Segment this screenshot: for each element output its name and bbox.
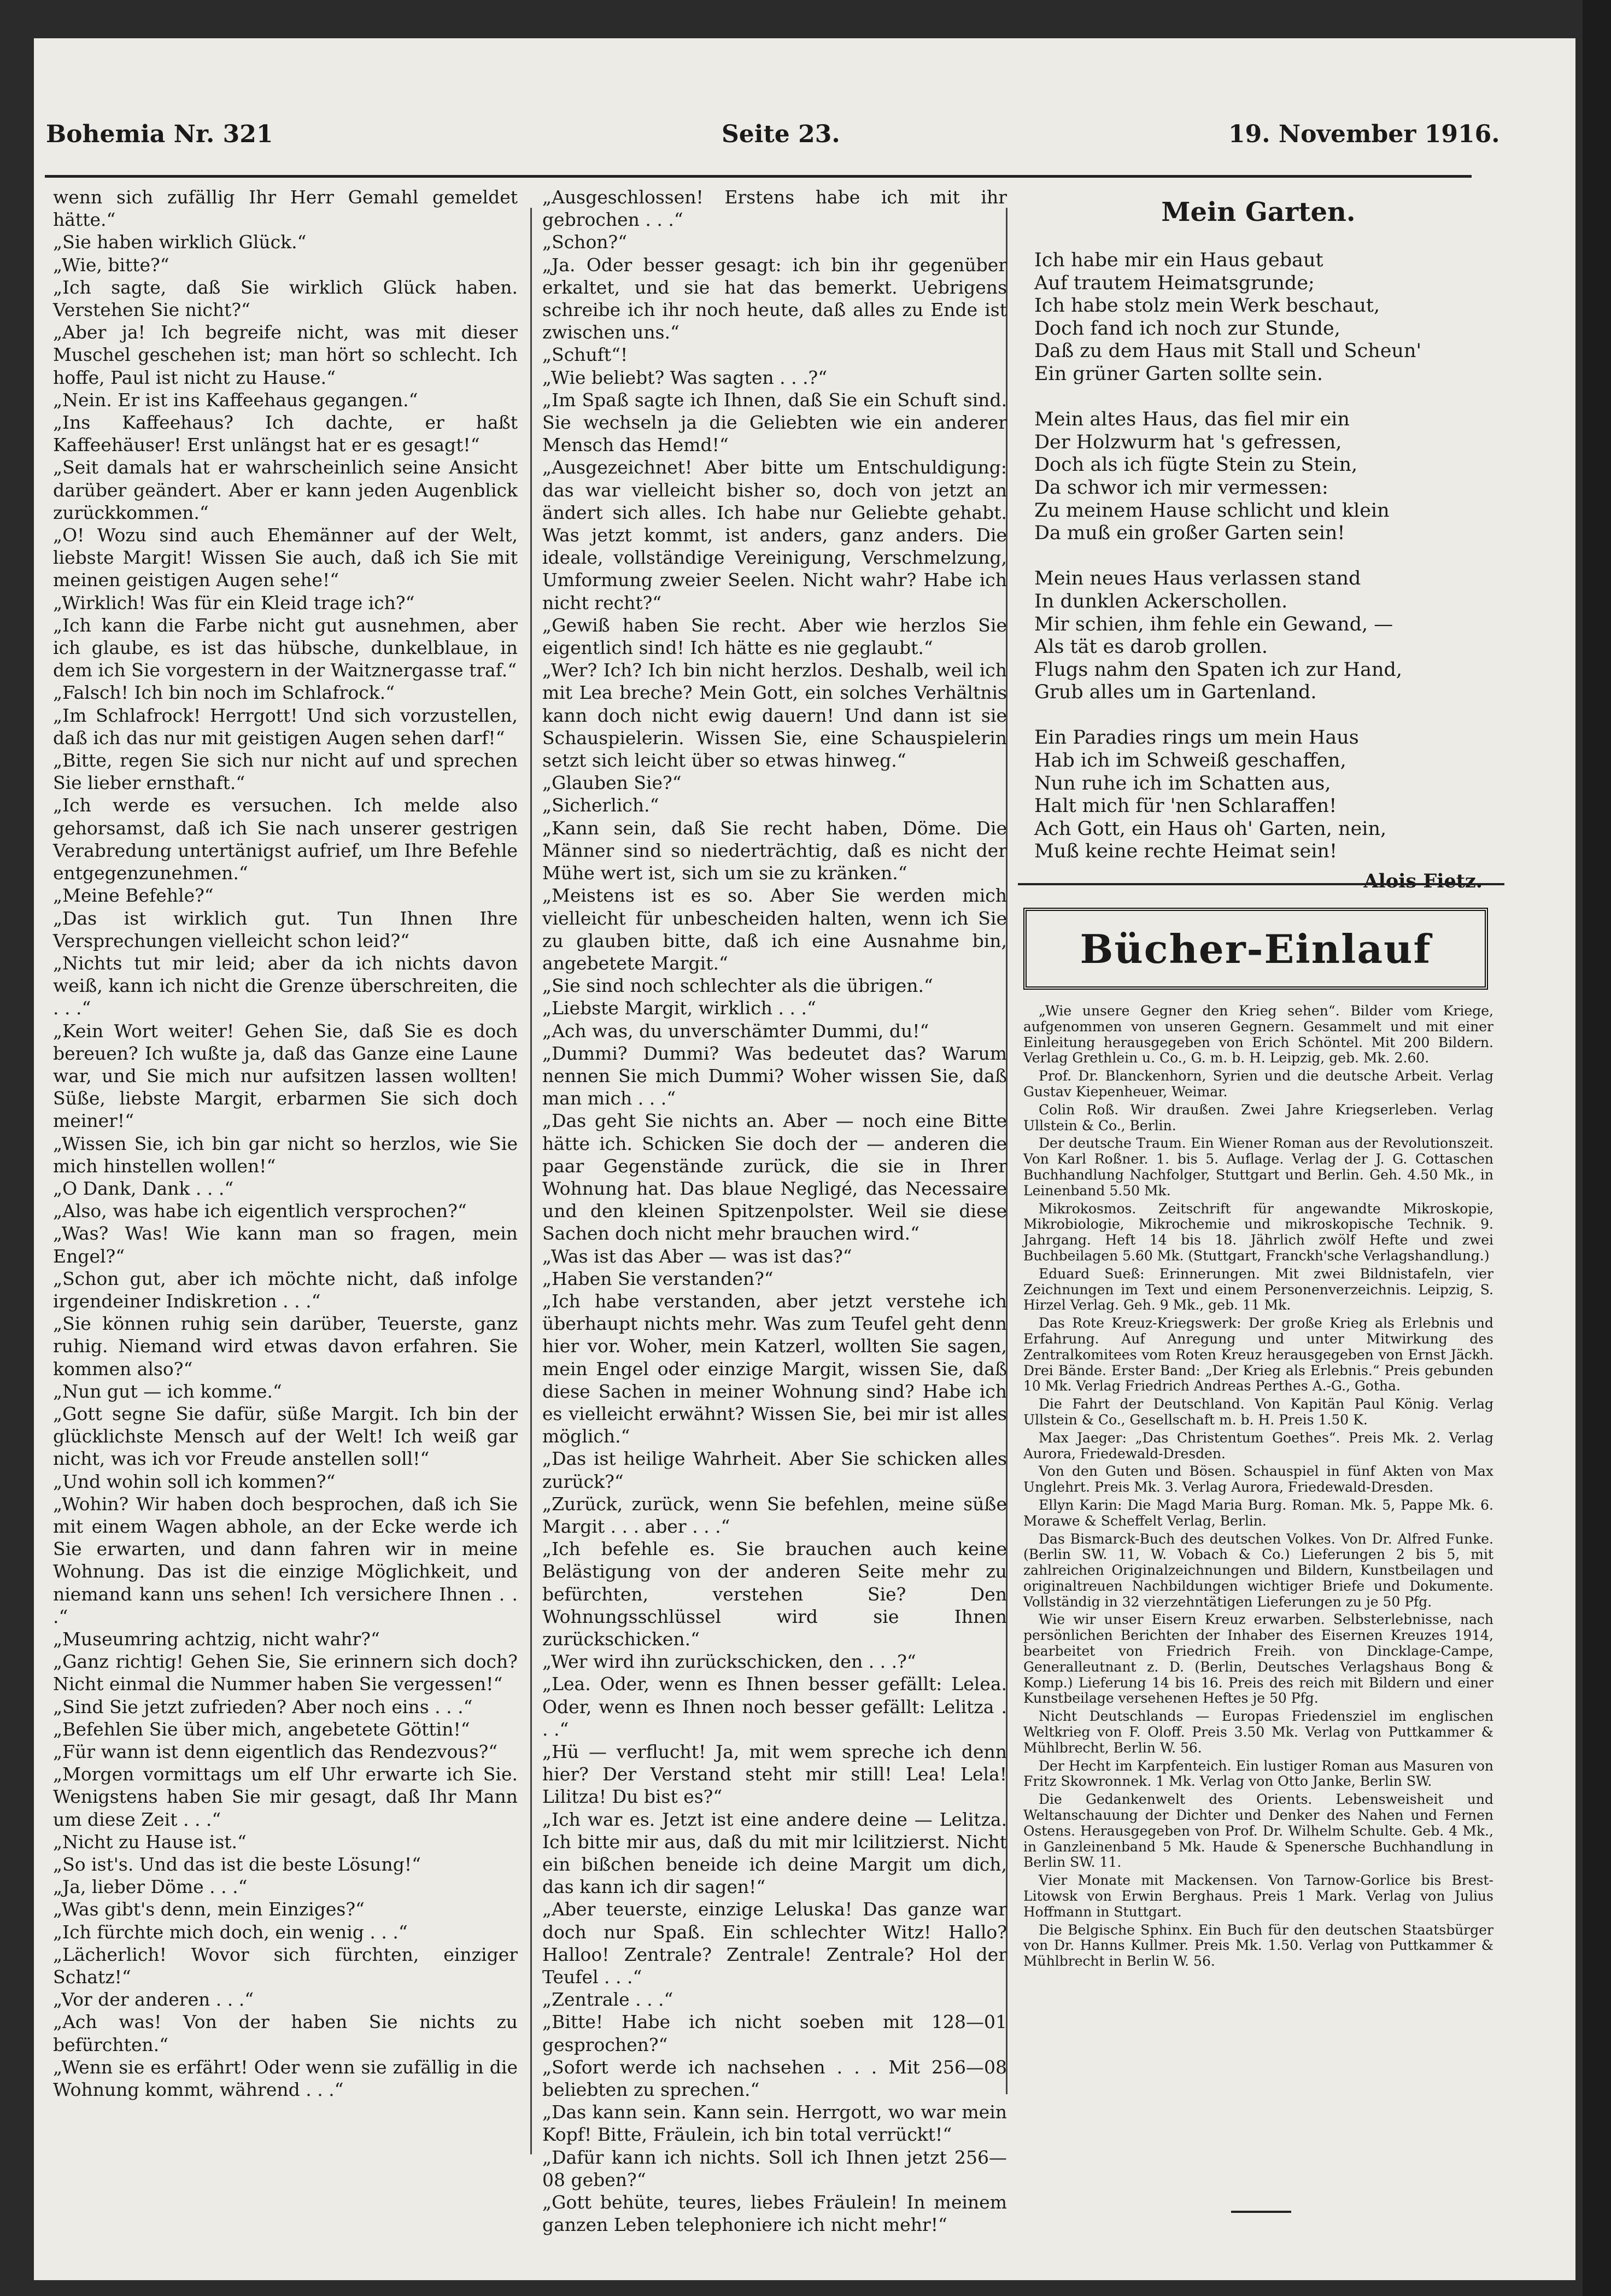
book-entry: Das Rote Kreuz-Kriegswerk: Der große Krieg als Erlebnis und Erfahrung. Auf Anregung und unter Mitwirkung des Zentralkomitees vom Roten Kreuz herausgegeben von Ernst Jäckh. Drei Bände. Erster Band: „Der Krieg als Erlebnis.“ Preis gebunden 10 Mk. Verlag Friedrich Andreas Perthes A.-G., Gotha. bbox=[1023, 1315, 1493, 1394]
book-entry: Eduard Sueß: Erinnerungen. Mit zwei Bildnistafeln, vier Zeichnungen im Text und einem Personenverzeichnis. Leipzig, S. Hirzel Verlag. Geh. 9 Mk., geb. 11 Mk. bbox=[1023, 1265, 1493, 1313]
story-paragraph: „Zentrale . . .“ bbox=[542, 1989, 673, 2011]
story-paragraph: „Falsch! Ich bin noch im Schlafrock.“ bbox=[53, 682, 395, 704]
poem-line: Ein Paradies rings um mein Haus bbox=[1034, 727, 1359, 749]
story-paragraph: „Meine Befehle?“ bbox=[53, 885, 214, 907]
story-paragraph: „Ich habe verstanden, aber jetzt verstehe ich überhaupt nichts mehr. Was zum Teufel geht denn hier vor. Woher, mein Katzerl, wollten Sie sagen, mein Engel oder einzige Margit, wissen Sie, daß diese Sachen in meiner Wohnung sind? Habe ich es vielleicht erwähnt? Wissen Sie, bei mir ist alles möglich.“ bbox=[542, 1290, 1007, 1447]
story-paragraph: „Glauben Sie?“ bbox=[542, 772, 682, 794]
story-paragraph: „Nun gut — ich komme.“ bbox=[53, 1380, 282, 1402]
story-paragraph: „Ins Kaffeehaus? Ich dachte, er haßt Kaffeehäuser! Erst unlängst hat er es gesagt!“ bbox=[53, 412, 518, 456]
poem-line: Zu meinem Hause schlicht und klein bbox=[1034, 499, 1390, 522]
story-paragraph: „Kann sein, daß Sie recht haben, Döme. Die Männer sind so niederträchtig, daß es nicht der Mühe wert ist, sich um sie zu kränken.“ bbox=[542, 817, 1007, 884]
story-paragraph: „Seit damals hat er wahrscheinlich seine Ansicht darüber geändert. Aber er kann jeden Augenblick zurückkommen.“ bbox=[53, 457, 518, 523]
poem-author: Alois Fietz. bbox=[1363, 869, 1483, 892]
story-paragraph: „Liebste Margit, wirklich . . .“ bbox=[542, 997, 816, 1019]
book-entry: Von den Guten und Bösen. Schauspiel in fünf Akten von Max Unglehrt. Preis Mk. 3. Verlag Aurora, Friedewald-Dresden. bbox=[1023, 1463, 1493, 1495]
poem-stanza bbox=[1034, 568, 1483, 704]
story-paragraph: „Und wohin soll ich kommen?“ bbox=[53, 1470, 336, 1492]
header-issue: Bohemia Nr. 321 bbox=[46, 120, 273, 148]
book-entry: „Wie unsere Gegner den Krieg sehen“. Bilder vom Kriege, aufgenommen von unseren Gegnern. Gesammelt und mit einer Einleitung herausgegeben von Erich Schöntel. Mit 200 Bildern. Verlag Grethlein u. Co., G. m. b. H. Leipzig, geb. Mk. 2.60. bbox=[1023, 1003, 1493, 1066]
poem-line: Flugs nahm den Spaten ich zur Hand, bbox=[1034, 658, 1403, 681]
poem-line: Mein altes Haus, das fiel mir ein bbox=[1034, 408, 1350, 431]
story-paragraph: „Zurück, zurück, wenn Sie befehlen, meine süße Margit . . . aber . . .“ bbox=[542, 1493, 1007, 1537]
poem-line: Ein grüner Garten sollte sein. bbox=[1034, 363, 1323, 385]
poem-line: Als tät es darob grollen. bbox=[1034, 636, 1268, 658]
story-paragraph: „Ja. Oder besser gesagt: ich bin ihr gegenüber erkaltet, und sie hat das bemerkt. Uebrigens schreibe ich ihr noch heute, daß alles zu Ende ist zwischen uns.“ bbox=[542, 254, 1007, 343]
book-entry: Ellyn Karin: Die Magd Maria Burg. Roman. Mk. 5, Pappe Mk. 6. Morawe & Scheffelt Verlag, Berlin. bbox=[1023, 1497, 1493, 1529]
story-paragraph: „Haben Sie verstanden?“ bbox=[542, 1267, 774, 1289]
story-paragraph: „Für wann ist denn eigentlich das Rendezvous?“ bbox=[53, 1741, 498, 1763]
story-column-1 bbox=[53, 186, 518, 2138]
poem-line: Auf trautem Heimatsgrunde; bbox=[1034, 272, 1315, 294]
book-entry: Vier Monate mit Mackensen. Von Tarnow-Gorlice bis Brest-Litowsk von Erwin Berghaus. Preis 1 Mark. Verlag von Julius Hoffmann in Stuttgart. bbox=[1023, 1872, 1493, 1920]
story-paragraph: „Morgen vormittags um elf Uhr erwarte ich Sie. Wenigstens haben Sie mir gesagt, daß Ihr Mann um diese Zeit . . .“ bbox=[53, 1763, 518, 1830]
story-paragraph: „Wohin? Wir haben doch besprochen, daß ich Sie mit einem Wagen abhole, an der Ecke werde ich Sie erwarten, und dann fahren wir in meine Wohnung. Das ist die einzige Möglichkeit, und niemand kann uns sehen! Ich versichere Ihnen . . .“ bbox=[53, 1493, 518, 1627]
story-paragraph: „Gott behüte, teures, liebes Fräulein! In meinem ganzen Leben telephoniere ich nicht mehr!“ bbox=[542, 2192, 1007, 2236]
poem-line: Doch als ich fügte Stein zu Stein, bbox=[1034, 454, 1358, 476]
story-paragraph: „Also, was habe ich eigentlich versprochen?“ bbox=[53, 1200, 467, 1222]
books-heading: Bücher-Einlauf bbox=[1080, 925, 1432, 972]
story-paragraph: „Im Schlafrock! Herrgott! Und sich vorzustellen, daß ich das nur mit geistigen Augen sehen darf!“ bbox=[53, 704, 518, 749]
book-entry: Colin Roß. Wir draußen. Zwei Jahre Kriegserleben. Verlag Ullstein & Co., Berlin. bbox=[1023, 1101, 1493, 1134]
story-paragraph: „Ach was, du unverschämter Dummi, du!“ bbox=[542, 1020, 929, 1042]
header-date: 19. November 1916. bbox=[1228, 120, 1500, 148]
story-paragraph: „Ausgezeichnet! Aber bitte um Entschuldigung: das war vielleicht bisher so, doch von jetzt an ändert sich alles. Ich habe nur Geliebte gehabt. Was jetzt kommt, ist anders, ganz anders. Die ideale, vollständige Vereinigung, Verschmelzung, Umformung zweier Seelen. Nicht wahr? Habe ich nicht recht?“ bbox=[542, 457, 1007, 614]
story-column-2 bbox=[542, 186, 1007, 2236]
story-paragraph: „Lea. Oder, wenn es Ihnen besser gefällt: Lelea. Oder, wenn es Ihnen noch besser gefällt: Lelitza . . .“ bbox=[542, 1673, 1007, 1740]
story-paragraph: „Das kann sein. Kann sein. Herrgott, wo war mein Kopf! Bitte, Fräulein, ich bin total verrückt!“ bbox=[542, 2101, 1007, 2146]
story-paragraph: „Lächerlich! Wovor sich fürchten, einziger Schatz!“ bbox=[53, 1943, 518, 1988]
story-paragraph: „Was gibt's denn, mein Einziges?“ bbox=[53, 1898, 365, 1920]
story-paragraph: „Was ist das Aber — was ist das?“ bbox=[542, 1245, 852, 1267]
poem bbox=[1034, 197, 1483, 892]
scan-edge-shadow bbox=[1583, 0, 1611, 2296]
story-paragraph: „Ich sagte, daß Sie wirklich Glück haben. Verstehen Sie nicht?“ bbox=[53, 276, 518, 321]
story-paragraph: „Schon gut, aber ich möchte nicht, daß infolge irgendeiner Indiskretion . . .“ bbox=[53, 1267, 518, 1312]
story-paragraph: „Ich fürchte mich doch, ein wenig . . .“ bbox=[53, 1921, 408, 1943]
poem-line: Da schwor ich mir vermessen: bbox=[1034, 476, 1328, 499]
poem-line: In dunklen Ackerschollen. bbox=[1034, 590, 1288, 612]
story-paragraph: „Bitte, regen Sie sich nur nicht auf und sprechen Sie lieber ernsthaft.“ bbox=[53, 750, 518, 794]
story-paragraph: „Ja, lieber Döme . . .“ bbox=[53, 1876, 248, 1898]
column-rule bbox=[530, 208, 532, 2154]
story-paragraph: „Befehlen Sie über mich, angebetete Göttin!“ bbox=[53, 1718, 470, 1740]
story-paragraph: „Ich werde es versuchen. Ich melde also gehorsamst, daß ich Sie nach unserer gestrigen Verabredung untertänigst aufrief, um Ihre Befehle entgegenzunehmen.“ bbox=[53, 794, 518, 884]
story-paragraph: „Das ist wirklich gut. Tun Ihnen Ihre Versprechungen vielleicht schon leid?“ bbox=[53, 907, 518, 951]
story-paragraph: „Museumring achtzig, nicht wahr?“ bbox=[53, 1628, 380, 1650]
book-entry: Prof. Dr. Blanckenhorn, Syrien und die deutsche Arbeit. Verlag Gustav Kiepenheuer, Weimar. bbox=[1023, 1068, 1493, 1100]
book-entry: Nicht Deutschlands — Europas Friedensziel im englischen Weltkrieg von F. Oloff. Preis 3.50 Mk. Verlag von Puttkammer & Mühlbrecht, Berlin W. 56. bbox=[1023, 1708, 1493, 1756]
story-paragraph: „Wer? Ich? Ich bin nicht herzlos. Deshalb, weil ich mit Lea breche? Mein Gott, ein solches Verhältnis kann doch nicht ewig dauern! Und dann ist sie Schauspielerin. Wissen Sie, eine Schauspielerin setzt sich leicht über so etwas hinweg.“ bbox=[542, 659, 1007, 772]
story-paragraph: „Sofort werde ich nachsehen . . . Mit 256—08 beliebten zu sprechen.“ bbox=[542, 2056, 1007, 2101]
book-entry: Die Fahrt der Deutschland. Von Kapitän Paul König. Verlag Ullstein & Co., Gesellschaft m. b. H. Preis 1.50 K. bbox=[1023, 1396, 1493, 1428]
book-entry: Mikrokosmos. Zeitschrift für angewandte Mikroskopie, Mikrobiologie, Mikrochemie und mikroskopische Technik. 9. Jahrgang. Heft 14 bis 18. Jährlich zwölf Hefte und zwei Buchbeilagen 5.60 Mk. (Stuttgart, Franckh'sche Verlagshandlung.) bbox=[1023, 1200, 1493, 1264]
story-paragraph: „Ausgeschlossen! Erstens habe ich mit ihr gebrochen . . .“ bbox=[542, 186, 1007, 231]
header-rule bbox=[45, 175, 1472, 178]
poem-line: Nun ruhe ich im Schatten aus, bbox=[1034, 772, 1331, 794]
poem-line: Doch fand ich noch zur Stunde, bbox=[1034, 317, 1340, 340]
story-paragraph: „Vor der anderen . . .“ bbox=[53, 1989, 254, 2011]
header-page-number: Seite 23. bbox=[722, 120, 840, 148]
story-paragraph: „Gewiß haben Sie recht. Aber wie herzlos Sie eigentlich sind! Ich hätte es nie geglaubt.“ bbox=[542, 614, 1007, 659]
story-paragraph: „Wissen Sie, ich bin gar nicht so herzlos, wie Sie mich hinstellen wollen!“ bbox=[53, 1132, 518, 1177]
story-paragraph: „Sie haben wirklich Glück.“ bbox=[53, 231, 307, 253]
story-paragraph: „Gott segne Sie dafür, süße Margit. Ich bin der glücklichste Mensch auf der Welt! Ich weiß gar nicht, was ich vor Freude anstellen soll!“ bbox=[53, 1403, 518, 1470]
story-paragraph: „Wirklich! Was für ein Kleid trage ich?“ bbox=[53, 592, 415, 614]
story-paragraph: „Das geht Sie nichts an. Aber — noch eine Bitte hätte ich. Schicken Sie doch der — anderen die paar Gegenstände zurück, die sie in Ihrer Wohnung hat. Das blaue Negligé, das Necessaire und den kleinen Spitzenpolster. Weil sie diese Sachen doch nicht mehr brauchen wird.“ bbox=[542, 1110, 1007, 1245]
story-paragraph: „Kein Wort weiter! Gehen Sie, daß Sie es doch bereuen? Ich wußte ja, daß das Ganze eine Laune war, und Sie mich nur aufsitzen lassen wollten! Süße, liebste Margit, erbarmen Sie sich doch meiner!“ bbox=[53, 1020, 518, 1132]
story-paragraph: „Sie können ruhig sein darüber, Teuerste, ganz ruhig. Niemand wird etwas davon erfahren. Sie kommen also?“ bbox=[53, 1313, 518, 1380]
story-paragraph: „Ganz richtig! Gehen Sie, Sie erinnern sich doch? Nicht einmal die Nummer haben Sie vergessen!“ bbox=[53, 1651, 518, 1695]
poem-line: Ich habe mir ein Haus gebaut bbox=[1034, 249, 1323, 271]
poem-line: Mein neues Haus verlassen stand bbox=[1034, 568, 1361, 590]
story-paragraph: wenn sich zufällig Ihr Herr Gemahl gemeldet hätte.“ bbox=[53, 186, 518, 231]
poem-line: Mir schien, ihm fehle ein Gewand, — bbox=[1034, 613, 1393, 635]
poem-line: Muß keine rechte Heimat sein! bbox=[1034, 840, 1338, 863]
story-paragraph: „Dafür kann ich nichts. Soll ich Ihnen jetzt 256—08 geben?“ bbox=[542, 2146, 1007, 2190]
story-paragraph: „Wer wird ihn zurückschicken, den . . .?“ bbox=[542, 1651, 916, 1673]
section-rule bbox=[1018, 883, 1504, 885]
story-paragraph: „Schon?“ bbox=[542, 231, 628, 253]
story-paragraph: „O Dank, Dank . . .“ bbox=[53, 1177, 234, 1199]
book-entry: Wie wir unser Eisern Kreuz erwarben. Selbsterlebnisse, nach persönlichen Berichten der Inhaber des Eisernen Kreuzes 1914, bearbeitet von Friedrich Freih. von Dincklage-Campe, Generalleutnant z. D. (Berlin, Deutsches Verlagshaus Bong & Komp.) Lieferung 14 bis 16. Preis des reich mit Bildern und einer Kunstbeilage versehenen Heftes je 50 Pfg. bbox=[1023, 1611, 1493, 1707]
story-paragraph: „Was? Was! Wie kann man so fragen, mein Engel?“ bbox=[53, 1223, 518, 1267]
poem-line: Der Holzwurm hat 's gefressen, bbox=[1034, 431, 1342, 453]
story-paragraph: „Aber teuerste, einzige Leluska! Das ganze war doch nur Spaß. Ein schlechter Witz! Hallo? Halloo! Zentrale? Zentrale! Zentrale? Hol der Teufel . . .“ bbox=[542, 1898, 1007, 1988]
book-entry: Die Belgische Sphinx. Ein Buch für den deutschen Staatsbürger von Dr. Hanns Kullmer. Preis Mk. 1.50. Verlag von Puttkammer & Mühlbrecht in Berlin W. 56. bbox=[1023, 1921, 1493, 1970]
story-paragraph: „Sie sind noch schlechter als die übrigen.“ bbox=[542, 975, 933, 997]
newspaper-page bbox=[34, 38, 1575, 2280]
story-paragraph: „Bitte! Habe ich nicht soeben mit 128—01 gesprochen?“ bbox=[542, 2011, 1007, 2055]
book-entry: Die Gedankenwelt des Orients. Lebensweisheit und Weltanschauung der Dichter und Denker des Nahen und Fernen Ostens. Herausgegeben von Prof. Dr. Wilhelm Schulte. Geb. 4 Mk., in Ganzleinenband 5 Mk. Haude & Spenersche Buchhandlung in Berlin SW. 11. bbox=[1023, 1791, 1493, 1871]
story-paragraph: „Hü — verflucht! Ja, mit wem spreche ich denn hier? Der Verstand steht mir still! Lea! Lela! Lilitza! Du bist es?“ bbox=[542, 1741, 1007, 1808]
poem-line: Hab ich im Schweiß geschaffen, bbox=[1034, 750, 1346, 772]
end-rule bbox=[1231, 2211, 1291, 2213]
poem-title: Mein Garten. bbox=[1161, 197, 1356, 227]
story-paragraph: „Nichts tut mir leid; aber da ich nichts davon weiß, kann ich nicht die Grenze überschreiten, die . . .“ bbox=[53, 952, 518, 1019]
poem-stanza bbox=[1034, 727, 1483, 863]
poem-line: Da muß ein großer Garten sein! bbox=[1034, 522, 1345, 545]
poem-stanza bbox=[1034, 249, 1483, 386]
story-paragraph: „Meistens ist es so. Aber Sie werden mich vielleicht für unbescheiden halten, wenn ich Sie zu glauben bitte, daß ich eine Ausnahme bin, angebetete Margit.“ bbox=[542, 885, 1007, 974]
poem-line: Ich habe stolz mein Werk beschaut, bbox=[1034, 295, 1380, 317]
story-paragraph: „Ach was! Von der haben Sie nichts zu befürchten.“ bbox=[53, 2011, 518, 2055]
books-list bbox=[1023, 1003, 1493, 2168]
book-entry: Das Bismarck-Buch des deutschen Volkes. Von Dr. Alfred Funke. (Berlin SW. 11, W. Vobach & Co.) Lieferungen 2 bis 5, mit zahlreichen Originalzeichnungen und Bildern, Kunstbeilagen und originaltreuen Nachbildungen wichtiger Briefe und Dokumente. Vollständig in 32 vierzehntätigen Lieferungen zu je 50 Pfg. bbox=[1023, 1530, 1493, 1610]
book-entry: Max Jaeger: „Das Christentum Goethes“. Preis Mk. 2. Verlag Aurora, Friedewald-Dresden. bbox=[1023, 1429, 1493, 1462]
story-paragraph: „Aber ja! Ich begreife nicht, was mit dieser Muschel geschehen ist; man hört so schlecht. Ich hoffe, Paul ist nicht zu Hause.“ bbox=[53, 322, 518, 388]
poem-stanza bbox=[1034, 408, 1483, 545]
story-paragraph: „Nein. Er ist ins Kaffeehaus gegangen.“ bbox=[53, 389, 418, 411]
story-paragraph: „Sind Sie jetzt zufrieden? Aber noch eins . . .“ bbox=[53, 1696, 473, 1717]
story-paragraph: „So ist's. Und das ist die beste Lösung!“ bbox=[53, 1854, 421, 1876]
story-paragraph: „Wie, bitte?“ bbox=[53, 254, 169, 276]
story-paragraph: „Im Spaß sagte ich Ihnen, daß Sie ein Schuft sind. Sie wechseln ja die Geliebten wie ein anderer Mensch das Hemd!“ bbox=[542, 389, 1007, 456]
book-entry: Der Hecht im Karpfenteich. Ein lustiger Roman aus Masuren von Fritz Skowronnek. 1 Mk. Verlag von Otto Janke, Berlin SW. bbox=[1023, 1757, 1493, 1790]
poem-line: Halt mich für 'nen Schlaraffen! bbox=[1034, 795, 1337, 817]
story-paragraph: „Ich war es. Jetzt ist eine andere deine — Lelitza. Ich bitte mir aus, daß du mit mir lcilitzierst. Nicht ein bißchen beneide ich deine Margit um dich, das kann ich dir sagen!“ bbox=[542, 1808, 1007, 1898]
poem-body bbox=[1034, 249, 1483, 863]
story-paragraph: „Dummi? Dummi? Was bedeutet das? Warum nennen Sie mich Dummi? Woher wissen Sie, daß man mich . . .“ bbox=[542, 1042, 1007, 1109]
page-header bbox=[34, 120, 1565, 180]
story-paragraph: „O! Wozu sind auch Ehemänner auf der Welt, liebste Margit! Wissen Sie auch, daß ich Sie mit meinen geistigen Augen sehe!“ bbox=[53, 524, 518, 591]
books-heading-box bbox=[1023, 908, 1488, 990]
poem-line: Ach Gott, ein Haus oh' Garten, nein, bbox=[1034, 817, 1387, 840]
story-paragraph: „Ich kann die Farbe nicht gut ausnehmen, aber ich glaube, es ist das hübsche, dunkelblaue, in dem ich Sie vorgestern in der Waitznergasse traf.“ bbox=[53, 614, 518, 681]
poem-line: Grub alles um in Gartenland. bbox=[1034, 681, 1317, 704]
book-entry: Der deutsche Traum. Ein Wiener Roman aus der Revolutionszeit. Von Karl Roßner. 1. bis 5. Auflage. Verlag der J. G. Cottaschen Buchhandlung Nachfolger, Stuttgart und Berlin. Geh. 4.50 Mk., in Leinenband 5.50 Mk. bbox=[1023, 1135, 1493, 1199]
story-paragraph: „Wie beliebt? Was sagten . . .?“ bbox=[542, 366, 828, 388]
story-paragraph: „Nicht zu Hause ist.“ bbox=[53, 1831, 247, 1853]
story-paragraph: „Wenn sie es erfährt! Oder wenn sie zufällig in die Wohnung kommt, während . . .“ bbox=[53, 2056, 518, 2101]
story-paragraph: „Sicherlich.“ bbox=[542, 794, 659, 816]
story-paragraph: „Das ist heilige Wahrheit. Aber Sie schicken alles zurück?“ bbox=[542, 1448, 1007, 1492]
story-paragraph: „Ich befehle es. Sie brauchen auch keine Belästigung von der anderen Seite mehr zu befürchten, verstehen Sie? Den Wohnungsschlüssel wird sie Ihnen zurückschicken.“ bbox=[542, 1538, 1007, 1650]
story-paragraph: „Schuft“! bbox=[542, 344, 628, 366]
poem-line: Daß zu dem Haus mit Stall und Scheun' bbox=[1034, 340, 1422, 363]
